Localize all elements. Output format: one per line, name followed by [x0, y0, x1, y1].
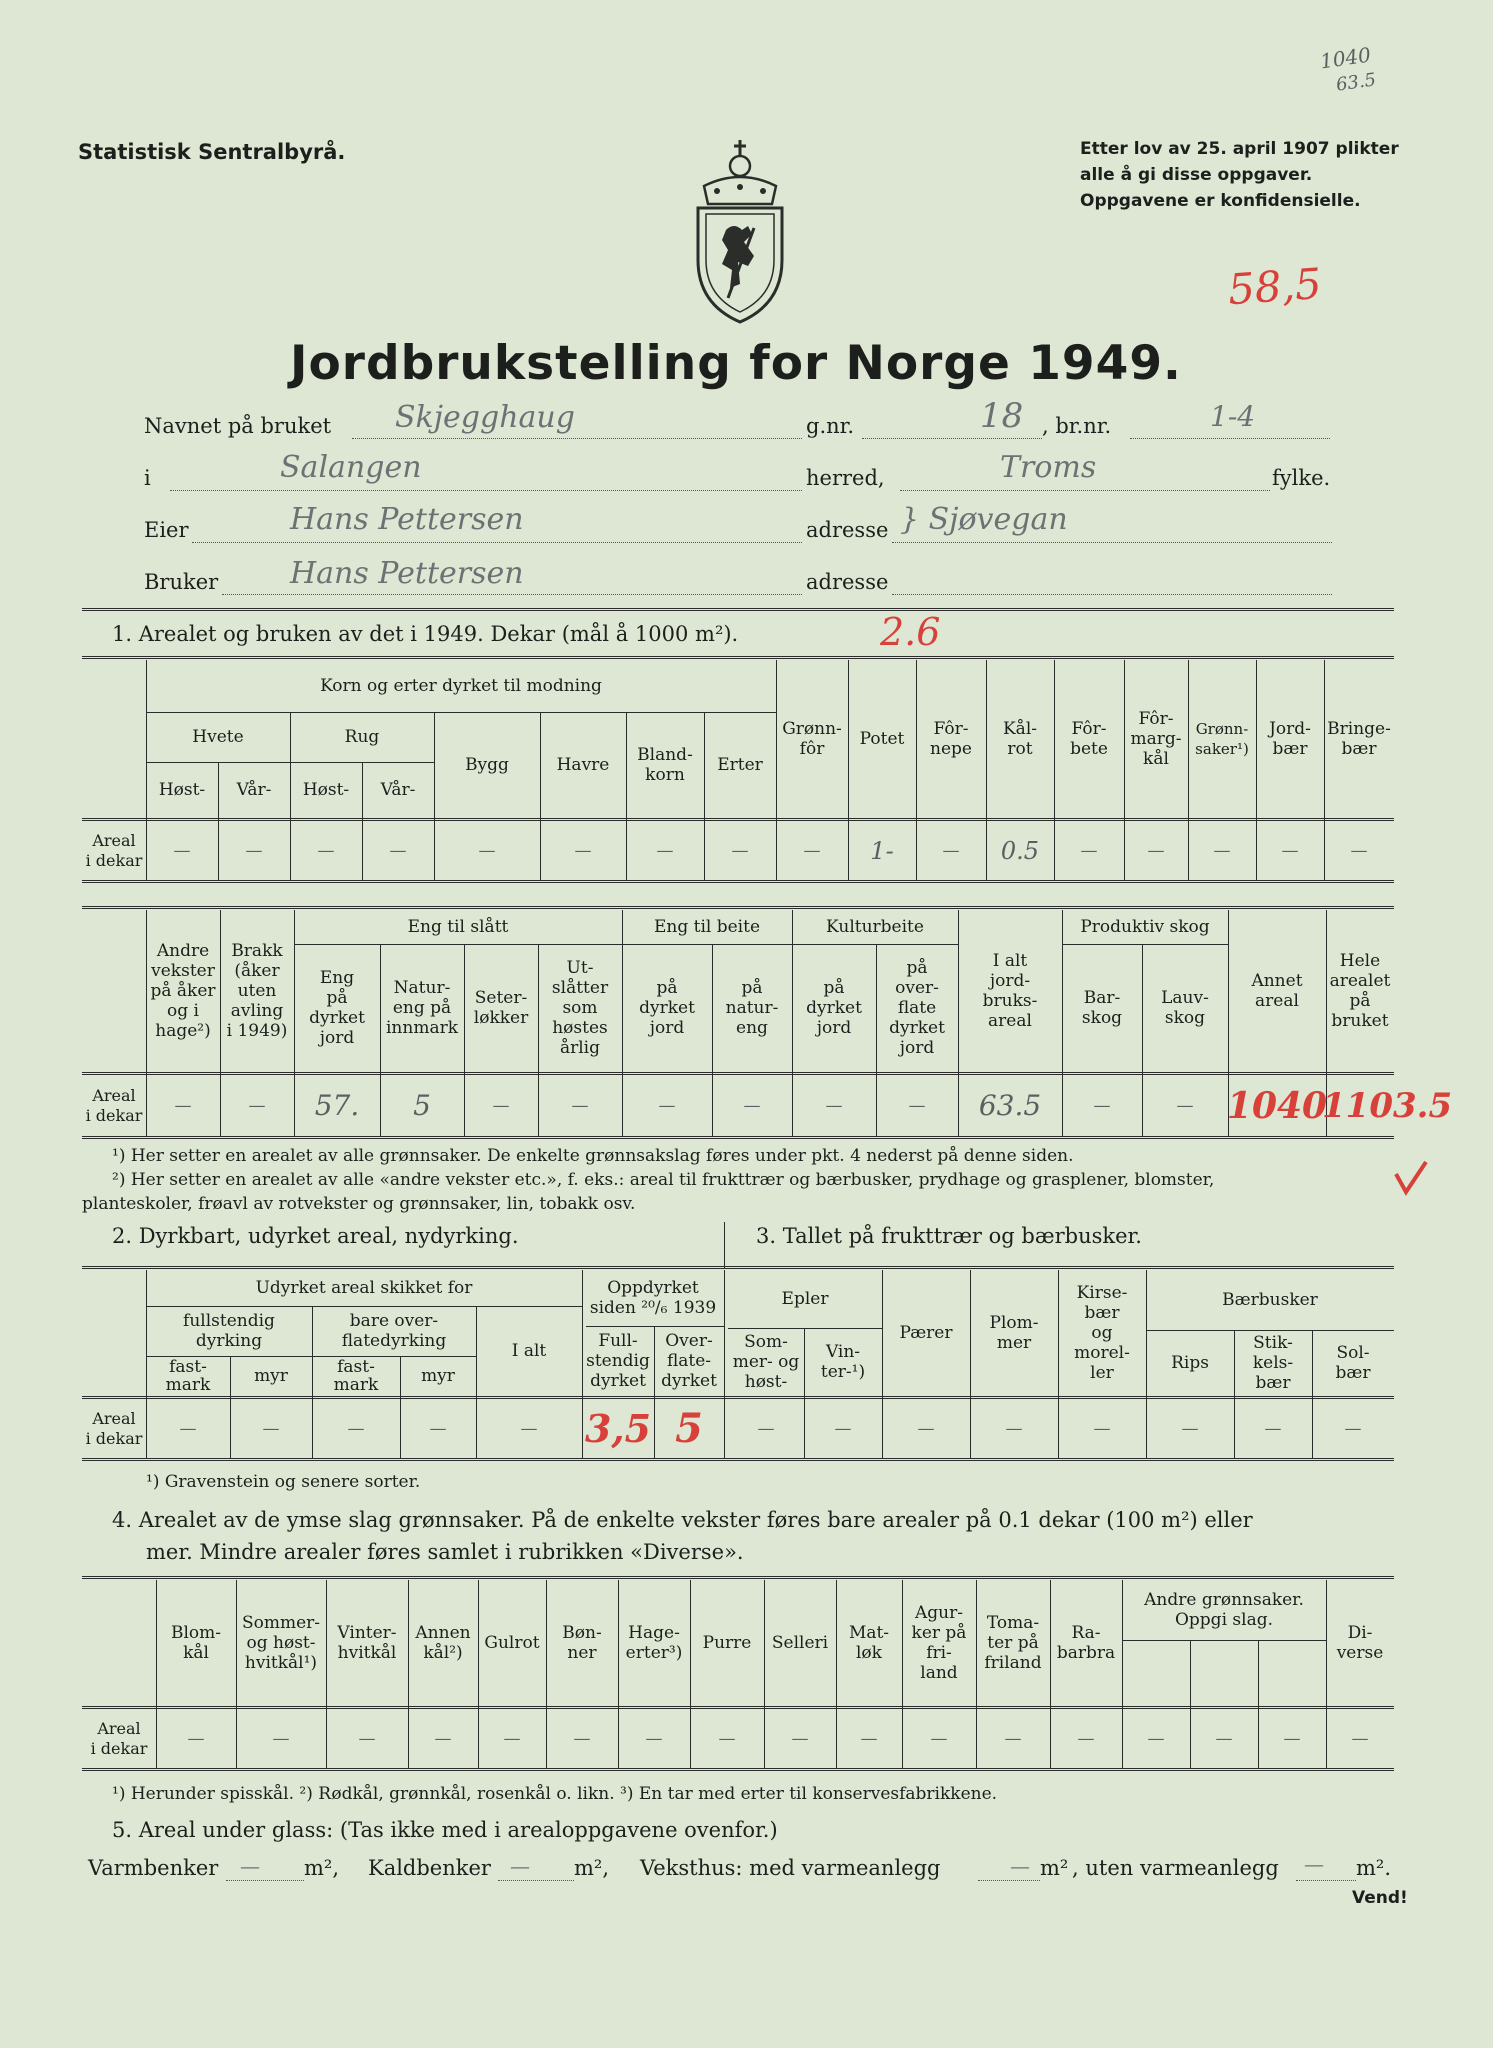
t4-val: —	[1215, 1729, 1233, 1749]
t3-val: —	[1093, 1419, 1111, 1439]
t4-col-hvitkal: Sommer- og høst- hvitkål¹)	[241, 1613, 321, 1673]
t2-val-annet: 1040	[1226, 1085, 1328, 1127]
t1-val: —	[389, 841, 407, 861]
t3-epler: Epler	[781, 1289, 829, 1309]
corner-note-1: 1040	[1318, 42, 1373, 74]
t3-baerbusker: Bærbusker	[1222, 1290, 1318, 1310]
t1-val: —	[1080, 841, 1098, 861]
t4-val: —	[645, 1729, 663, 1749]
t3-bare: bare over- flatedyrking	[341, 1311, 447, 1351]
t4-row-label: Areal i dekar	[90, 1719, 148, 1758]
red-annotation-number: 58,5	[1226, 258, 1324, 315]
varmbenker-label: Varmbenker	[88, 1856, 219, 1880]
t1-col-blandkorn: Bland- korn	[637, 745, 693, 785]
t4-col-tomater: Toma- ter på friland	[984, 1613, 1042, 1673]
t2-beite-natur: på natur- eng	[725, 978, 779, 1038]
t1-val: —	[478, 841, 496, 861]
t3-udyrket: Udyrket areal skikket for	[255, 1278, 473, 1298]
fylke-label: fylke.	[1272, 466, 1331, 490]
t2-brakk: Brakk (åker uten avling i 1949)	[226, 941, 288, 1041]
municipality-prefix-label: i	[144, 466, 151, 490]
t2-val: —	[825, 1096, 843, 1116]
t4-col-vinterhvitkal: Vinter- hvitkål	[337, 1623, 397, 1663]
t2-val: —	[571, 1096, 589, 1116]
t1-col-kalrot: Kål- rot	[1002, 719, 1038, 759]
t2-val: —	[174, 1096, 192, 1116]
legal-line-2: alle å gi disse oppgaver.	[1080, 165, 1313, 185]
t1-val: —	[245, 841, 263, 861]
owner-address-label: adresse	[806, 518, 889, 542]
herred-label: herred,	[806, 466, 885, 490]
t2-seterlokker: Seter- løkker	[473, 988, 529, 1028]
t3-sommer: Som- mer- og høst-	[732, 1332, 800, 1392]
t3-val-over-dyrket: 5	[675, 1405, 703, 1452]
section2-footnote: ¹) Gravenstein og senere sorter.	[146, 1472, 421, 1492]
t1-col-erter: Erter	[717, 755, 763, 775]
gnr-value: 18	[980, 396, 1024, 436]
t1-col-havre: Havre	[556, 755, 610, 775]
t2-eng-dyrket: Eng på dyrket jord	[309, 968, 365, 1048]
t3-fastmark-2: fast- mark	[333, 1357, 379, 1395]
t1-val: —	[942, 841, 960, 861]
t1-val: —	[803, 841, 821, 861]
footnote-2: ²) Her setter en arealet av alle «andre vekster etc.», f. eks.: areal til frukttrær og bærbusker, prydhage og grasplener, blomster,	[112, 1170, 1215, 1190]
t2-val: —	[1093, 1096, 1111, 1116]
t2-val: —	[248, 1096, 266, 1116]
t1-group-header: Korn og erter dyrket til modning	[320, 676, 602, 696]
t4-val: —	[1283, 1729, 1301, 1749]
uten-varme-line	[1296, 1880, 1356, 1881]
t2-skog: Produktiv skog	[1080, 917, 1210, 937]
t3-paerer: Pærer	[899, 1323, 953, 1343]
t1-col-forbete: Fôr- bete	[1070, 719, 1108, 759]
section5-heading: 5. Areal under glass: (Tas ikke med i arealoppgavene ovenfor.)	[112, 1818, 778, 1842]
t4-col-blomkal: Blom- kål	[170, 1623, 222, 1663]
t1-col-potet: Potet	[859, 729, 905, 749]
farm-name-label: Navnet på bruket	[144, 414, 332, 438]
t4-col-hageerter: Hage- erter³)	[625, 1623, 683, 1663]
t2-kulturbeite: Kulturbeite	[826, 917, 924, 937]
section3-heading: 3. Tallet på frukttrær og bærbusker.	[756, 1224, 1142, 1248]
kaldbenker-line	[498, 1880, 574, 1881]
t1-val: —	[173, 841, 191, 861]
t4-col-rabarbra: Ra- barbra	[1056, 1623, 1116, 1663]
t3-vinter: Vin- ter-¹)	[820, 1342, 866, 1382]
t3-val-full-dyrket: 3,5	[584, 1406, 652, 1451]
t3-val: —	[834, 1419, 852, 1439]
section4-heading-2: mer. Mindre arealer føres samlet i rubrikken «Diverse».	[146, 1540, 744, 1564]
t3-val: —	[1264, 1419, 1282, 1439]
t1-val: —	[1281, 841, 1299, 861]
t3-val: —	[262, 1419, 280, 1439]
t3-val: —	[179, 1419, 197, 1439]
corner-note-2: 63.5	[1334, 69, 1378, 96]
t3-myr-1: myr	[254, 1366, 288, 1386]
t2-val: —	[658, 1096, 676, 1116]
org-name: Statistisk Sentralbyrå.	[78, 140, 346, 164]
varmbenker-value: —	[240, 1854, 260, 1878]
t4-top	[82, 1576, 1394, 1579]
t2-beite-dyrket: på dyrket jord	[639, 978, 695, 1038]
t1-val-potet: 1-	[870, 837, 894, 865]
user-address-label: adresse	[806, 570, 889, 594]
t1-val: —	[1350, 841, 1368, 861]
t2-barskog: Bar- skog	[1081, 988, 1123, 1028]
t1-col-bygg: Bygg	[465, 755, 509, 775]
t2-val: —	[743, 1096, 761, 1116]
t2-val-i-alt: 63.5	[978, 1089, 1042, 1122]
t3-val: —	[347, 1419, 365, 1439]
t1-val: —	[1213, 841, 1231, 861]
footnote-1: ¹) Her setter en arealet av alle grønnsaker. De enkelte grønnsakslag føres under pkt. 4 nederst på denne siden.	[112, 1146, 1074, 1166]
section2-heading: 2. Dyrkbart, udyrket areal, nydyrking.	[112, 1224, 519, 1248]
veksthus-label: Veksthus: med varmeanlegg	[640, 1856, 941, 1880]
veksthus-unit: m²	[1040, 1856, 1069, 1880]
t3-val: —	[520, 1419, 538, 1439]
t1-val-kalrot: 0.5	[1000, 837, 1040, 865]
t2-row-label: Areal i dekar	[85, 1086, 143, 1125]
t1-col-gronnfor: Grønn- fôr	[782, 719, 842, 759]
t2-hele: Hele arealet på bruket	[1329, 951, 1391, 1031]
veksthus-line	[978, 1880, 1040, 1881]
t2-val: —	[1176, 1096, 1194, 1116]
t3-plommer: Plom- mer	[989, 1313, 1039, 1353]
t3-full: fullstendig dyrking	[183, 1311, 275, 1351]
t4-col-purre: Purre	[702, 1633, 752, 1653]
t1-val: —	[317, 841, 335, 861]
t4-col-matlok: Mat- løk	[848, 1623, 890, 1663]
kaldbenker-value: —	[510, 1854, 530, 1878]
t3-val: —	[1005, 1419, 1023, 1439]
t1-hvete-host: Høst-	[158, 780, 206, 800]
veksthus-value: —	[1010, 1854, 1030, 1878]
t4-col-gulrot: Gulrot	[484, 1633, 540, 1653]
address-value: } Sjøvegan	[900, 502, 1068, 537]
t1-val: —	[574, 841, 592, 861]
t3-full-dyrket: Full- stendig dyrket	[586, 1331, 650, 1391]
t3-oppdyrket: Oppdyrket siden ²⁰/₆ 1939	[589, 1278, 717, 1318]
t4-col-agurker: Agur- ker på fri- land	[911, 1603, 967, 1683]
t3-stikkelsbaer: Stik- kels- bær	[1252, 1333, 1294, 1393]
t4-val: —	[573, 1729, 591, 1749]
t1-col-gronnsaker: Grønn- saker¹)	[1195, 720, 1249, 758]
t4-val: —	[187, 1729, 205, 1749]
t2-andre-vekster: Andre vekster på åker og i hage²)	[150, 941, 216, 1041]
t3-val: —	[1181, 1419, 1199, 1439]
t3-over-dyrket: Over- flate- dyrket	[661, 1331, 717, 1391]
section1-red-note: 2.6	[880, 610, 941, 654]
t1-val: —	[731, 841, 749, 861]
varmbenker-line	[226, 1880, 304, 1881]
t4-val: —	[1004, 1729, 1022, 1749]
section4-heading-1: 4. Arealet av de ymse slag grønnsaker. På de enkelte vekster føres bare arealer på 0.1 dekar (100 m²) eller	[112, 1508, 1253, 1532]
t1-hvete-var: Vår-	[236, 780, 272, 800]
t1-col-jordbaer: Jord- bær	[1269, 719, 1311, 759]
t4-val: —	[718, 1729, 736, 1749]
t3-kirse: Kirse- bær og morel- ler	[1074, 1283, 1130, 1383]
t4-line-b	[82, 1706, 1394, 1709]
owner-value: Hans Pettersen	[290, 502, 524, 537]
t2-val-natureng: 5	[413, 1089, 431, 1122]
t4-col-annen-kal: Annen kål²)	[415, 1623, 471, 1663]
municipality-value: Salangen	[280, 450, 422, 485]
t3-row-label: Areal i dekar	[85, 1409, 143, 1448]
t3-val: —	[1344, 1419, 1362, 1439]
t1-rug-host: Høst-	[302, 780, 350, 800]
t2-utslatter: Ut- slåtter som høstes årlig	[551, 958, 609, 1058]
uten-varme-label: , uten varmeanlegg	[1072, 1856, 1279, 1880]
footnote-2-cont: planteskoler, frøavl av rotvekster og grønnsaker, lin, tobakk osv.	[82, 1194, 636, 1214]
t1-row-label: Areal i dekar	[85, 831, 143, 870]
t4-val: —	[1077, 1729, 1095, 1749]
t2-lauvskog: Lauv- skog	[1161, 988, 1209, 1028]
t4-val: —	[930, 1729, 948, 1749]
form-title: Jordbrukstelling for Norge 1949.	[290, 336, 1182, 391]
t2-i-alt: I alt jord- bruks- areal	[982, 951, 1038, 1031]
user-label: Bruker	[144, 570, 219, 594]
t4-val: —	[272, 1729, 290, 1749]
t3-rips: Rips	[1171, 1353, 1209, 1373]
brnr-label: , br.nr.	[1042, 414, 1112, 438]
t2-kultur-dyrket: på dyrket jord	[806, 978, 862, 1038]
t3-i-alt: I alt	[511, 1341, 547, 1361]
t1-col-bringebaer: Bringe- bær	[1327, 719, 1391, 759]
kaldbenker-unit: m²,	[574, 1856, 610, 1880]
user-value: Hans Pettersen	[290, 556, 524, 591]
t4-line-a	[1122, 1640, 1326, 1641]
t2-natureng: Natur- eng på innmark	[385, 978, 459, 1038]
t1-hvete: Hvete	[192, 727, 244, 747]
legal-line-1: Etter lov av 25. april 1907 plikter	[1080, 139, 1399, 159]
t4-val: —	[1147, 1729, 1165, 1749]
t1-rug-var: Vår-	[380, 780, 416, 800]
t1-val: —	[1147, 841, 1165, 861]
t4-val: —	[1351, 1729, 1369, 1749]
kaldbenker-label: Kaldbenker	[368, 1856, 491, 1880]
t1-col-fornepe: Fôr- nepe	[930, 719, 972, 759]
t3-val: —	[757, 1419, 775, 1439]
t4-col-selleri: Selleri	[771, 1633, 829, 1653]
t4-val: —	[791, 1729, 809, 1749]
t3-fastmark-1: fast- mark	[165, 1357, 211, 1395]
t3-val: —	[917, 1419, 935, 1439]
turn-page-note: Vend!	[1352, 1888, 1408, 1908]
brnr-value: 1-4	[1210, 400, 1256, 433]
t4-val: —	[860, 1729, 878, 1749]
t1-rug: Rug	[344, 727, 380, 747]
county-value: Troms	[1000, 450, 1097, 485]
t2-val-eng: 57.	[314, 1089, 360, 1122]
t2-annet: Annet areal	[1251, 971, 1303, 1011]
t4-andre-gronnsaker: Andre grønnsaker. Oppgi slag.	[1144, 1590, 1304, 1630]
t4-bottom	[82, 1768, 1394, 1771]
uten-varme-value: —	[1304, 1852, 1324, 1876]
section1-heading: 1. Arealet og bruken av det i 1949. Dekar (mål å 1000 m²).	[112, 622, 739, 646]
t4-val: —	[434, 1729, 452, 1749]
owner-label: Eier	[144, 518, 189, 542]
section4-footnote: ¹) Herunder spisskål. ²) Rødkål, grønnkål, rosenkål o. likn. ³) En tar med erter til konservesfabrikkene.	[112, 1784, 998, 1804]
t3-solbaer: Sol- bær	[1335, 1343, 1371, 1383]
uten-varme-unit: m².	[1356, 1856, 1392, 1880]
t2-val: —	[492, 1096, 510, 1116]
farm-name-value: Skjegghaug	[395, 400, 575, 435]
t4-val: —	[503, 1729, 521, 1749]
t4-col-bonner: Bøn- ner	[562, 1623, 602, 1663]
t2-eng-slatt: Eng til slått	[407, 917, 509, 937]
t3-myr-2: myr	[421, 1366, 455, 1386]
t2-val-hele: 1103.5	[1322, 1086, 1453, 1126]
t2-eng-beite: Eng til beite	[653, 917, 761, 937]
t4-col-diverse: Di- verse	[1336, 1623, 1384, 1663]
legal-line-3: Oppgavene er konfidensielle.	[1080, 191, 1361, 211]
t2-kultur-overflate: på over- flate dyrket jord	[889, 958, 945, 1058]
t3-val: —	[429, 1419, 447, 1439]
t1-col-formargkal: Fôr- marg- kål	[1130, 709, 1182, 769]
t1-val: —	[656, 841, 674, 861]
t4-val: —	[358, 1729, 376, 1749]
varmbenker-unit: m²,	[304, 1856, 340, 1880]
t2-val: —	[908, 1096, 926, 1116]
gnr-label: g.nr.	[806, 414, 855, 438]
